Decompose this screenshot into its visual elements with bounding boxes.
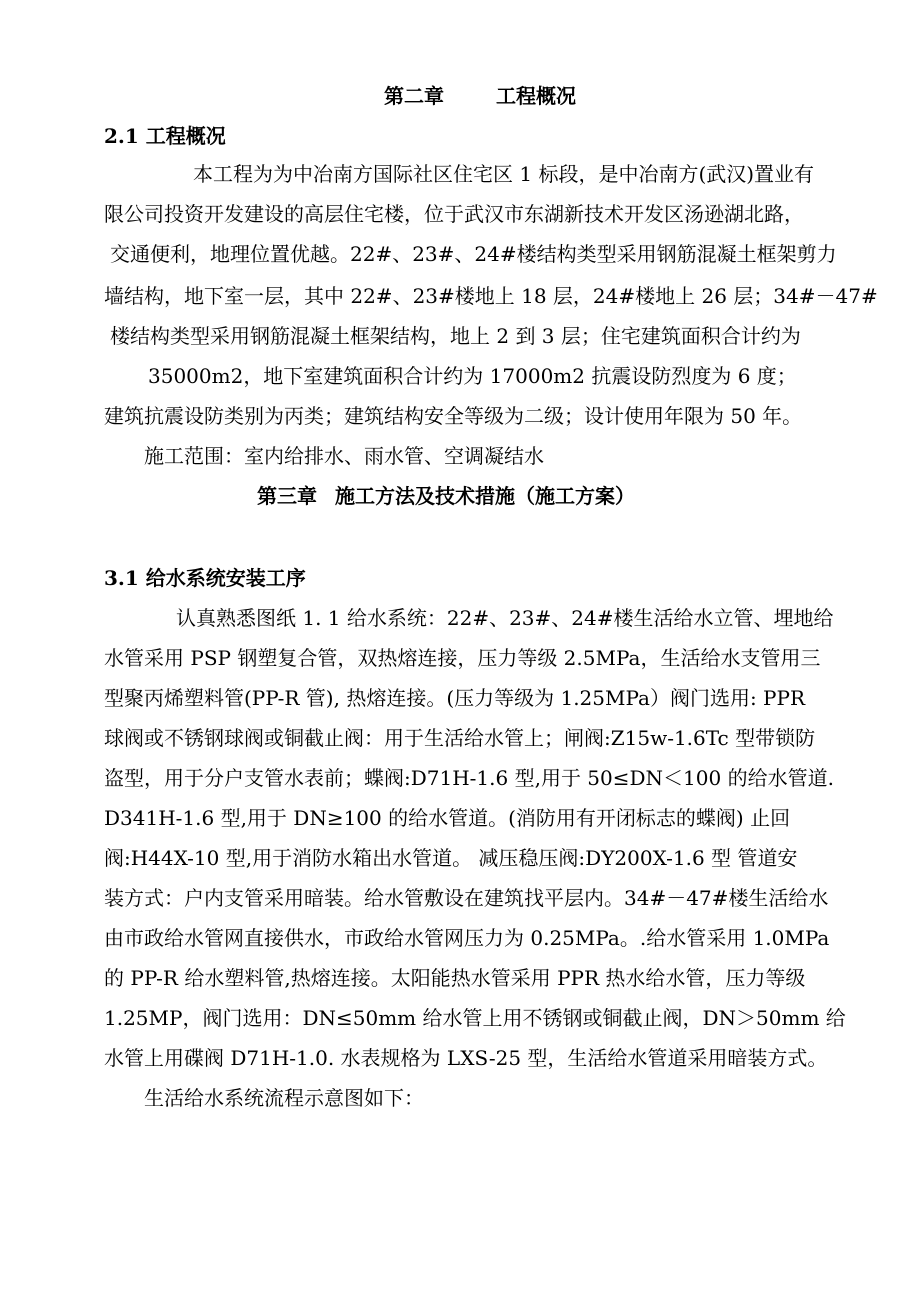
construction-scope: 施工范围：室内给排水、雨水管、空调凝结水 bbox=[144, 444, 544, 468]
section-3-1-line: 由市政给水管网直接供水，市政给水管网压力为 0.25MPa。.给水管采用 1.0MPa bbox=[104, 926, 830, 950]
section-3-1-line: D341H-1.6 型,用于 DN≥100 的给水管道。(消防用有开闭标志的蝶阀) 止回 bbox=[104, 806, 791, 830]
section-3-1-line: 1.25MP，阀门选用：DN≤50mm 给水管上用不锈钢或铜截止阀，DN＞50mm 给 bbox=[104, 1006, 846, 1030]
chapter-2-title bbox=[384, 82, 576, 110]
chapter-3-name: 施工方法及技术措施（施工方案） bbox=[335, 484, 635, 508]
section-3-1-line: 认真熟悉图纸 1. 1 给水系统：22#、23#、24#楼生活给水立管、埋地给 bbox=[176, 606, 834, 630]
section-3-1-line: 型聚丙烯塑料管(PP-R 管), 热熔连接。(压力等级为 1.25MPa）阀门选用: PPR bbox=[104, 686, 806, 710]
chapter-2-name: 工程概况 bbox=[496, 84, 576, 108]
section-2-1-line: 限公司投资开发建设的高层住宅楼，位于武汉市东湖新技术开发区汤逊湖北路， bbox=[104, 202, 804, 226]
section-2-1-heading: 2.1 工程概况 bbox=[104, 124, 226, 148]
section-3-1-line: 球阀或不锈钢球阀或铜截止阀：用于生活给水管上；闸阀:Z15w-1.6Tc 型带锁防 bbox=[104, 726, 816, 750]
chapter-3-title bbox=[257, 482, 635, 510]
section-3-1-line: 阀:H44X-10 型,用于消防水箱出水管道。 减压稳压阀:DY200X-1.6 型 管道安 bbox=[104, 846, 798, 870]
section-2-1-line: 建筑抗震设防类别为丙类；建筑结构安全等级为二级；设计使用年限为 50 年。 bbox=[104, 404, 803, 428]
section-2-1-line: 35000m2，地下室建筑面积合计约为 17000m2 抗震设防烈度为 6 度； bbox=[148, 364, 797, 388]
section-3-1-line: 水管上用碟阀 D71H-1.0. 水表规格为 LXS-25 型，生活给水管道采用暗装方式。 bbox=[104, 1046, 828, 1070]
section-3-1-line: 的 PP-R 给水塑料管,热熔连接。太阳能热水管采用 PPR 热水给水管，压力等级 bbox=[104, 966, 806, 990]
flow-diagram-caption: 生活给水系统流程示意图如下： bbox=[144, 1086, 424, 1110]
section-3-1-heading: 3.1 给水系统安装工序 bbox=[104, 566, 306, 590]
section-3-1-line: 水管采用 PSP 钢塑复合管，双热熔连接，压力等级 2.5MPa，生活给水支管用三 bbox=[104, 646, 821, 670]
chapter-3-number: 第三章 bbox=[257, 484, 317, 508]
section-2-1-line: 本工程为为中冶南方国际社区住宅区 1 标段，是中冶南方(武汉)置业有 bbox=[193, 162, 815, 186]
section-2-1-line: 墙结构，地下室一层，其中 22#、23#楼地上 18 层，24#楼地上 26 层；34#－47# bbox=[104, 284, 878, 308]
section-3-1-line: 盗型，用于分户支管水表前；蝶阀:D71H-1.6 型,用于 50≤DN＜100 的给水管道. bbox=[104, 766, 834, 790]
section-2-1-line: 交通便利，地理位置优越。22#、23#、24#楼结构类型采用钢筋混凝土框架剪力 bbox=[110, 242, 837, 266]
section-2-1-line: 楼结构类型采用钢筋混凝土框架结构，地上 2 到 3 层；住宅建筑面积合计约为 bbox=[110, 324, 801, 348]
section-3-1-line: 装方式：户内支管采用暗装。给水管敷设在建筑找平层内。34#－47#楼生活给水 bbox=[104, 886, 829, 910]
chapter-2-number: 第二章 bbox=[384, 84, 444, 108]
